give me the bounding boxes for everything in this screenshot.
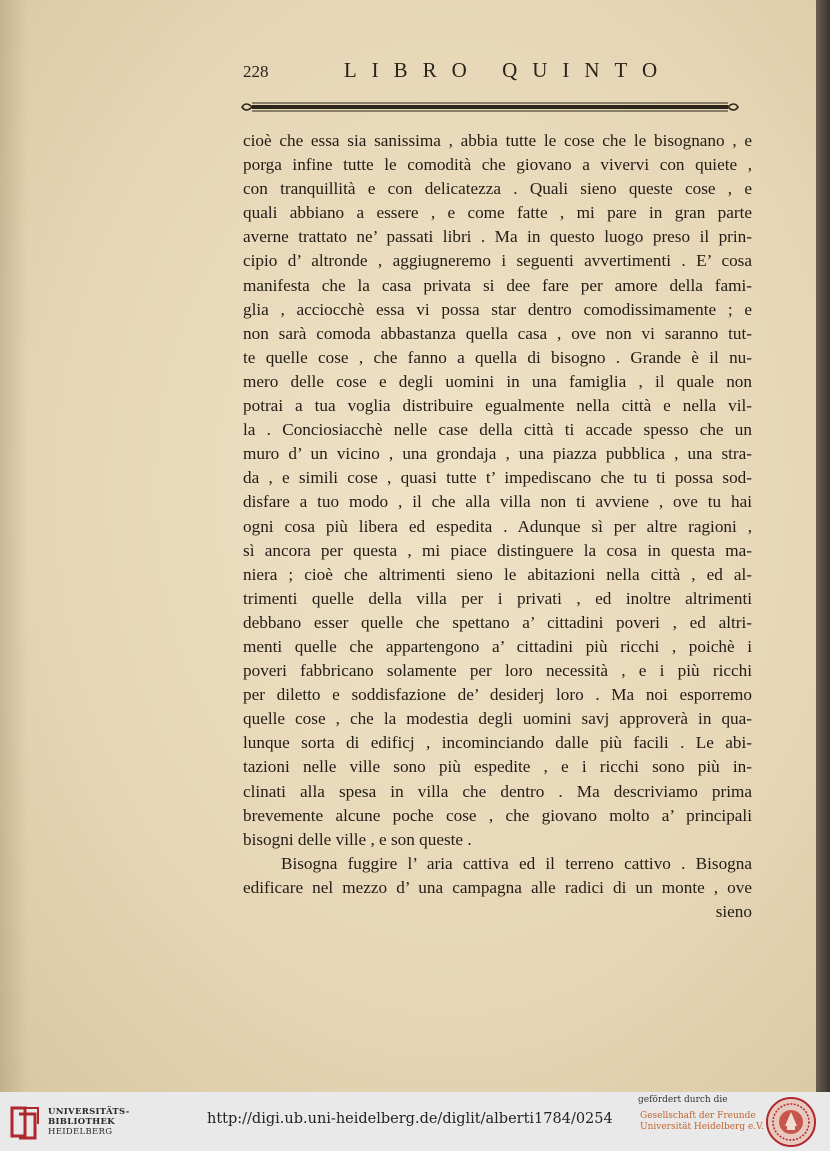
library-name-line: HEIDELBERG [48,1127,113,1137]
text-line: niera ; cioè che altrimenti sieno le abitazioni nella città , ed al- [243,564,752,584]
text-line: brevemente alcune poche cose , che giovano molto a’ principali [243,805,752,825]
text-line: non sarà comoda abbastanza quella casa , ove non vi saranno tut- [243,323,752,343]
text-line: cioè che essa sia sanissima , abbia tutte le cose che le bisognano , e [243,131,752,150]
sponsor-name[interactable] [640,1111,764,1133]
text-line: quali abbiano a essere , e come fatte , mi pare in gran parte [243,203,752,223]
text-line: manifesta che la casa privata si dee fare per amore della fami- [243,275,752,295]
text-line: muro d’ un vicino , una grondaja , una piazza pubblica , una stra- [243,444,752,464]
library-name-line: BIBLIOTHEK [48,1117,115,1127]
sponsor-line: Gesellschaft der Freunde [640,1111,756,1121]
funded-by-label: gefördert durch die [638,1095,728,1105]
text-line: mero delle cose e degli uomini in una famiglia , il quale non [243,371,752,391]
text-line: quelle cose , che la modestia degli uomini savj approverà in qua- [243,709,752,729]
text-line: debbano esser quelle che spettano a’ cittadini poveri , ed altri- [243,612,752,632]
book-edge [816,0,830,1092]
text-line: Bisogna fuggire l’ aria cattiva ed il terreno cattivo . Bisogna [281,853,752,873]
library-name [48,1107,130,1137]
text-line: per diletto e soddisfazione de’ desiderj loro . Ma noi esporremo [243,685,752,705]
university-library-logo-icon[interactable] [9,1104,41,1140]
permalink-url[interactable]: http://digi.ub.uni-heidelberg.de/diglit/alberti1784/0254 [207,1111,613,1127]
text-line: edificare nel mezzo d’ una campagna alle radici di un monte , ove [243,877,752,897]
university-seal-icon [765,1096,817,1148]
text-line: disfare a tuo modo , il che alla villa non ti avviene , ove tu hai [243,492,752,512]
text-line: sì ancora per questa , mi piace distinguere la cosa in questa ma- [243,540,752,560]
text-line: porga infine tutte le comodità che giovano a vivervi con quiete , [243,155,752,175]
page-number: 228 [243,62,269,81]
text-line: ogni cosa più libera ed espedita . Adunque sì per altre ragioni , [243,516,752,536]
text-line: lunque sorta di edificj , incominciando dalle più facili . Le abi- [243,733,752,753]
text-line: menti quelle che appartengono a’ cittadini più ricchi , poichè i [243,636,752,656]
text-line: glia , acciocchè essa vi possa star dentro comodissimamente ; e [243,299,752,319]
text-line: averne trattato ne’ passati libri . Ma in questo luogo preso il prin- [243,227,752,247]
text-line: tazioni nelle ville sono più espedite , e i ricchi sono più in- [243,757,752,777]
page-header [243,58,753,88]
text-line: bisogni delle ville , e son queste . [243,829,472,849]
library-name-line: UNIVERSITÄTS- [48,1107,130,1117]
page-gutter-shadow [0,0,28,1092]
text-line: poveri fabbricano solamente per loro necessità , e i più ricchi [243,661,752,681]
body-text [243,129,752,924]
text-line: la . Conciosiacchè nelle case della città ti accade spesso che un [243,420,752,440]
text-line: clinati alla spesa in villa che dentro . Ma descriviamo prima [243,781,752,801]
text-line: da , e simili cose , quasi tutte t’ impediscano che tu ti possa sod- [243,468,752,488]
running-head: LIBRO QUINTO [343,58,673,82]
catchword: sieno [715,902,752,921]
ornamental-rule [240,100,740,114]
text-line: cipio d’ altronde , aggiugneremo i seguenti avvertimenti . E’ cosa [243,251,752,271]
text-line: trimenti quelle della villa per i privati , ed inoltre altrimenti [243,588,752,608]
text-line: te quelle cose , che fanno a quella di bisogno . Grande è il nu- [243,347,752,367]
sponsor-line: Universität Heidelberg e.V. [640,1122,764,1132]
text-line: con tranquillità e con delicatezza . Quali sieno queste cose , e [243,179,752,199]
text-line: potrai a tua voglia distribuire egualmente nella città e nella vil- [243,396,752,416]
